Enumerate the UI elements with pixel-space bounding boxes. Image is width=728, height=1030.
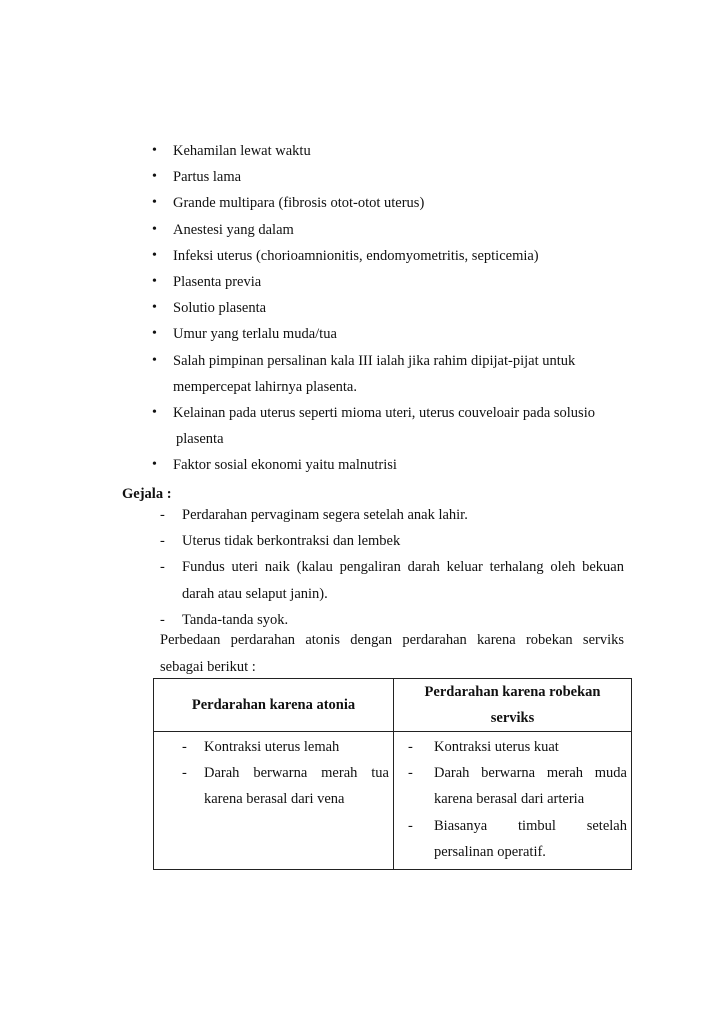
risk-factor-list — [150, 138, 630, 479]
bullet-icon: • — [152, 457, 157, 473]
list-item: - Darah berwarna merah muda karena berasal dari arteria — [394, 760, 631, 812]
list-item: • Grande multipara (fibrosis otot-otot uterus) — [150, 190, 630, 216]
list-item: • Partus lama — [150, 164, 630, 190]
dash-icon: - — [408, 817, 413, 834]
dash-icon: - — [408, 739, 413, 755]
table-row — [154, 732, 632, 870]
list-item: • Salah pimpinan persalinan kala III ialah jika rahim dipijat-pijat untuk mempercepat lahirnya plasenta. — [150, 348, 630, 400]
comparison-intro: Perbedaan perdarahan atonis dengan perdarahan karena robekan serviks sebagai berikut : — [160, 632, 624, 675]
bullet-icon: • — [152, 221, 157, 237]
list-item: • Umur yang terlalu muda/tua — [150, 321, 630, 347]
dash-icon: - — [408, 765, 413, 782]
list-item: - Uterus tidak berkontraksi dan lembek — [156, 528, 624, 554]
list-item: - Darah berwarna merah tua karena berasal dari vena — [154, 760, 393, 812]
bullet-icon: • — [152, 300, 157, 316]
list-item: • Kehamilan lewat waktu — [150, 138, 630, 164]
list-item: • Kelainan pada uterus seperti mioma uteri, uterus couveloair pada solusio plasenta — [150, 400, 630, 452]
list-item: • Plasenta previa — [150, 269, 630, 295]
bullet-icon: • — [152, 326, 157, 342]
bullet-icon: • — [152, 247, 157, 263]
bullet-icon: • — [152, 352, 157, 368]
list-item: - Perdarahan pervaginam segera setelah anak lahir. — [156, 502, 624, 528]
header-atonia: Perdarahan karena atonia — [154, 679, 394, 732]
comparison-table — [153, 678, 632, 870]
list-item: - Tanda-tanda syok. — [156, 607, 624, 633]
dash-icon: - — [182, 765, 187, 782]
list-item: - Fundus uteri naik (kalau pengaliran darah keluar terhalang oleh bekuan darah atau selaput janin). — [156, 554, 624, 606]
bullet-icon: • — [152, 195, 157, 211]
bullet-icon: • — [152, 169, 157, 185]
dash-icon: - — [160, 611, 165, 628]
bullet-icon: • — [152, 143, 157, 158]
list-item: • Infeksi uterus (chorioamnionitis, endomyometritis, septicemia) — [150, 243, 630, 269]
list-item: - Biasanya timbul setelah persalinan operatif. — [394, 813, 631, 865]
table-header-row — [154, 679, 632, 732]
header-robekan: Perdarahan karena robekan serviks — [394, 679, 632, 732]
robekan-cell — [394, 732, 632, 870]
dash-icon: - — [160, 533, 165, 550]
list-item: • Anestesi yang dalam — [150, 217, 630, 243]
atonia-cell — [154, 732, 394, 870]
list-item: - Kontraksi uterus kuat — [394, 734, 631, 760]
dash-icon: - — [182, 739, 187, 755]
bullet-icon: • — [152, 405, 157, 421]
symptom-list — [156, 502, 624, 633]
dash-icon: - — [160, 559, 165, 576]
bullet-icon: • — [152, 274, 157, 290]
list-item: - Kontraksi uterus lemah — [154, 734, 393, 760]
symptoms-heading: Gejala : — [122, 486, 172, 502]
list-item: • Faktor sosial ekonomi yaitu malnutrisi — [150, 452, 630, 478]
list-item: • Solutio plasenta — [150, 295, 630, 321]
dash-icon: - — [160, 507, 165, 523]
